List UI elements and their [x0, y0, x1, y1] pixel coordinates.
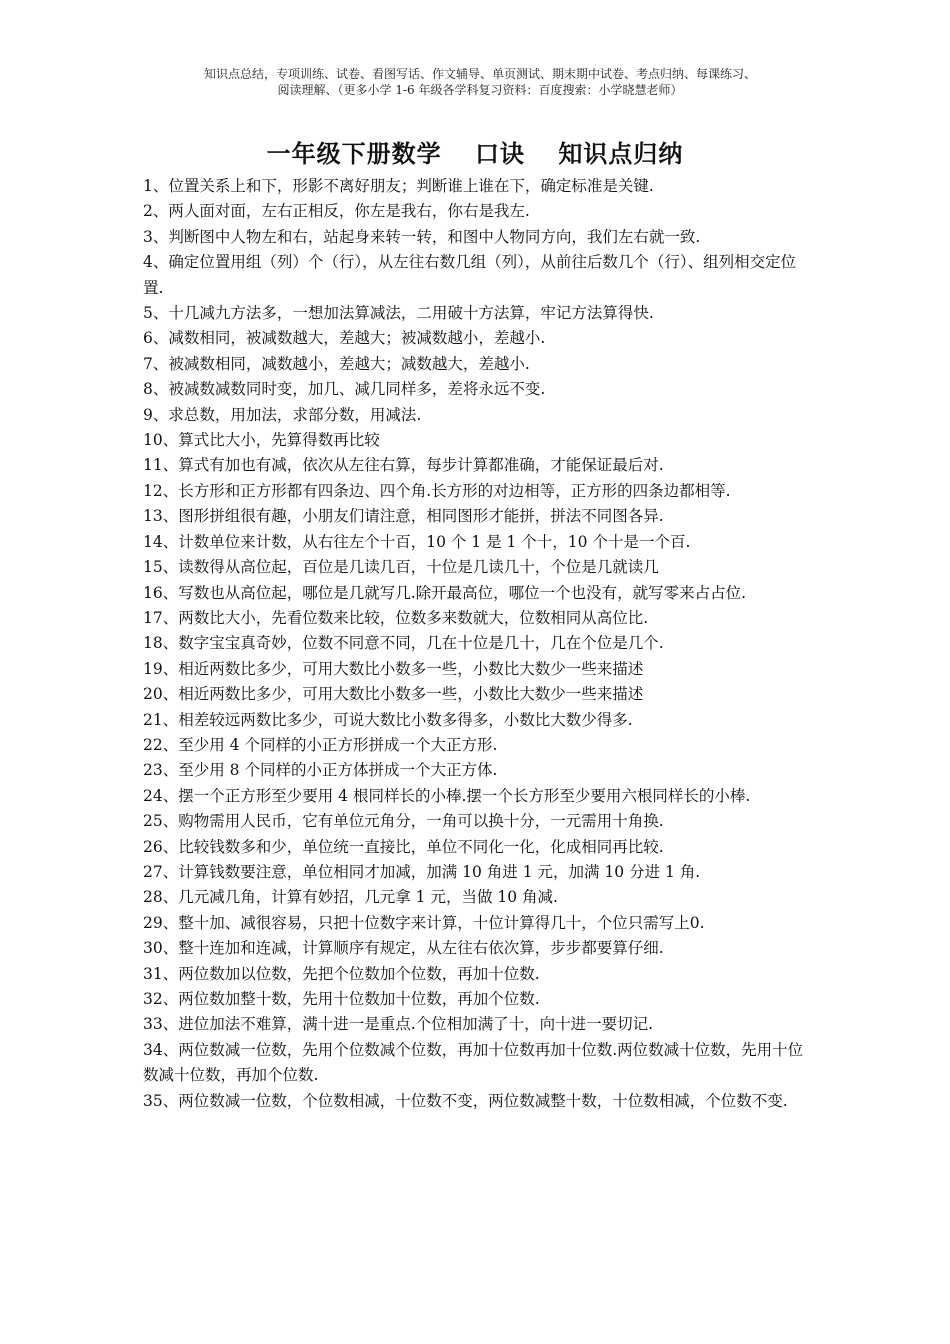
list-item: 34、两位数减一位数，先用个位数减个位数，再加十位数再加十位数.两位数减十位数，先用十位数减十位数，再加个位数. [143, 1040, 804, 1085]
header-note-line1: 知识点总结，专项训练、试卷、看图写话、作文辅导、单页测试、期末期中试卷、考点归纳、每课练习、 [203, 67, 756, 81]
list-item: 24、摆一个正方形至少要用 4 根同样长的小棒.摆一个长方形至少要用六根同样长的小棒. [143, 786, 751, 805]
list-item: 19、相近两数比多少，可用大数比小数多一些，小数比大数少一些来描述 [143, 659, 644, 678]
header-note [130, 66, 830, 98]
list-item: 2、两人面对面，左右正相反，你左是我右，你右是我左. [143, 202, 530, 221]
list-item: 14、计数单位来计数，从右往左个十百，10 个 1 是 1 个十，10 个十是一个百. [143, 532, 691, 551]
list-item: 32、两位数加整十数，先用十位数加十位数，再加个位数. [143, 990, 540, 1008]
list-item: 21、相差较远两数比多少，可说大数比小数多得多，小数比大数少得多. [143, 710, 633, 729]
list-item: 33、进位加法不难算，满十进一是重点.个位相加满了十，向十进一要切记. [143, 1015, 654, 1034]
list-item: 7、被减数相同，减数越小，差越大；减数越大，差越小. [143, 354, 530, 373]
list-item: 27、计算钱数要注意，单位相同才加减，加满 10 角进 1 元，加满 10 分进 1 角. [143, 862, 701, 881]
title-part-1: 一年级下册数学 [266, 139, 442, 168]
list-item: 17、两数比大小，先看位数来比较，位数多来数就大，位数相同从高位比. [143, 608, 649, 627]
list-item: 1、位置关系上和下，形影不离好朋友；判断谁上谁在下，确定标准是关键. [143, 177, 654, 195]
list-item: 15、读数得从高位起，百位是几读几百，十位是几读几十，个位是几就读几 [143, 558, 659, 577]
list-item: 6、减数相同，被减数越大，差越大；被减数越小，差越小. [143, 329, 546, 348]
list-item: 12、长方形和正方形都有四条边、四个角.长方形的对边相等，正方形的四条边都相等. [143, 481, 731, 500]
list-item: 4、确定位置用组（列）个（行），从左往右数几组（列），从前往后数几个（行）、组列相交定位置. [143, 253, 797, 297]
list-item: 5、十几减九方法多，一想加法算减法，二用破十方法算，牢记方法算得快. [143, 304, 654, 323]
header-note-line2: 阅读理解、（更多小学 1-6 年级各学科复习资料：百度搜索：小学晓慧老师） [277, 83, 683, 97]
list-item: 10、算式比大小，先算得数再比较 [143, 431, 380, 450]
list-item: 31、两位数加以位数，先把个位数加个位数，再加十位数. [143, 964, 540, 983]
list-item: 35、两位数减一位数，个位数相减，十位数不变，两位数减整十数，十位数相减，个位数不变. [143, 1091, 788, 1110]
list-item: 30、整十连加和连减，计算顺序有规定，从左往右依次算，步步都要算仔细. [143, 939, 664, 958]
list-item: 22、至少用 4 个同样的小正方形拼成一个大正方形. [143, 735, 498, 754]
list-item: 23、至少用 8 个同样的小正方体拼成一个大正方体. [143, 761, 498, 780]
list-item: 29、整十加、减很容易，只把十位数字来计算，十位计算得几十，个位只需写上0. [143, 913, 705, 932]
list-item: 16、写数也从高位起，哪位是几就写几.除开最高位，哪位一个也没有，就写零来占占位. [143, 583, 747, 602]
list-item: 9、求总数，用加法，求部分数，用减法. [143, 405, 422, 424]
title-part-3: 知识点归纳 [558, 139, 684, 168]
page-title [0, 134, 950, 169]
list-item: 13、图形拼组很有趣，小朋友们请注意，相同图形才能拼，拼法不同图各异. [143, 507, 664, 526]
list-item: 28、几元减几角，计算有妙招，几元拿 1 元，当做 10 角减. [143, 888, 558, 907]
list-item: 25、购物需用人民币，它有单位元角分，一角可以换十分，一元需用十角换. [143, 812, 664, 831]
list-item: 20、相近两数比多少，可用大数比小数多一些，小数比大数少一些来描述 [143, 685, 644, 704]
list-item: 18、数字宝宝真奇妙，位数不同意不同，几在十位是几十，几在个位是几个. [143, 634, 664, 653]
list-item: 8、被减数减数同时变，加几、减几同样多，差将永远不变. [143, 380, 546, 399]
list-item: 3、判断图中人物左和右，站起身来转一转，和图中人物同方向，我们左右就一致. [143, 227, 701, 246]
knowledge-list [143, 174, 815, 1114]
list-item: 11、算式有加也有减，依次从左往右算，每步计算都准确，才能保证最后对. [143, 456, 664, 475]
title-part-2: 口诀 [475, 139, 525, 168]
list-item: 26、比较钱数多和少，单位统一直接比，单位不同化一化，化成相同再比较. [143, 837, 664, 856]
